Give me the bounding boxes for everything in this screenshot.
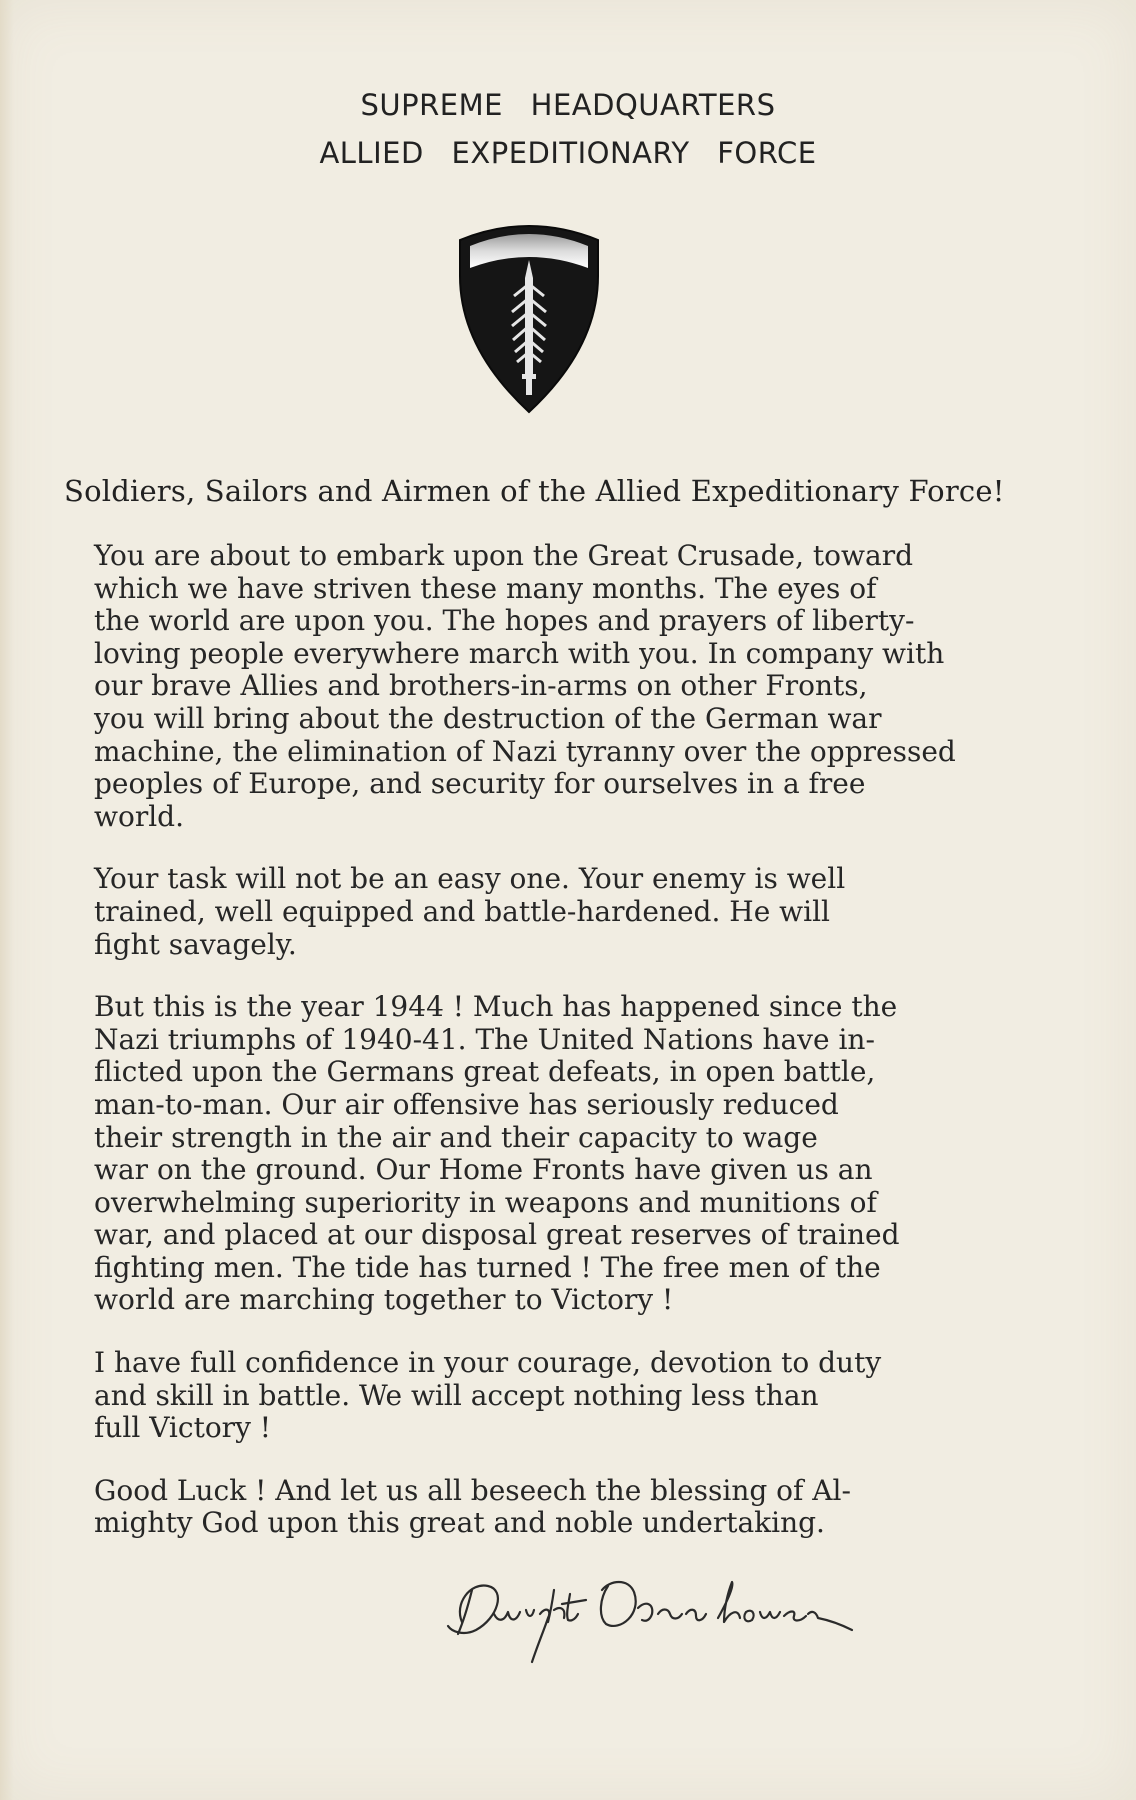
- text-line: You are about to embark upon the Great Crusade, toward: [94, 539, 913, 572]
- paragraph-1: [94, 540, 974, 833]
- text-line: machine, the elimination of Nazi tyranny over the oppressed: [94, 734, 956, 768]
- heading-line-1: SUPREME HEADQUARTERS: [360, 88, 776, 122]
- letter-body: [94, 540, 974, 1570]
- text-line: man-to-man. Our air offensive has seriously reduced: [94, 1087, 839, 1121]
- paragraph-3: [94, 991, 974, 1317]
- text-line: But this is the year 1944 ! Much has happened since the: [94, 990, 898, 1024]
- text-line: their strength in the air and their capacity to wage: [94, 1120, 818, 1154]
- text-line: which we have striven these many months. The eyes of: [94, 571, 877, 605]
- paragraph-2: [94, 863, 974, 961]
- text-line: loving people everywhere march with you. In company with: [94, 636, 945, 670]
- paragraph-5: [94, 1475, 974, 1540]
- text-line: flicted upon the Germans great defeats, in open battle,: [94, 1055, 876, 1089]
- text-line: Your task will not be an easy one. Your enemy is well: [94, 862, 846, 896]
- text-line: overwhelming superiority in weapons and munitions of: [94, 1185, 877, 1219]
- salutation: Soldiers, Sailors and Airmen of the Allied Expeditionary Force!: [64, 474, 1005, 508]
- text-line: the world are upon you. The hopes and prayers of liberty-: [94, 604, 915, 638]
- text-line: trained, well equipped and battle-hardened. He will: [94, 894, 830, 928]
- text-line: world are marching together to Victory !: [94, 1283, 674, 1317]
- page-edge-shadow: [0, 0, 14, 1800]
- text-line: Nazi triumphs of 1940-41. The United Nations have in-: [94, 1022, 875, 1056]
- text-line: peoples of Europe, and security for ourselves in a free: [94, 767, 866, 801]
- text-line: mighty God upon this great and noble undertaking.: [94, 1506, 825, 1540]
- text-line: Good Luck ! And let us all beseech the blessing of Al-: [94, 1473, 851, 1507]
- text-line: I have full confidence in your courage, devotion to duty: [94, 1346, 882, 1380]
- text-line: war, and placed at our disposal great reserves of trained: [94, 1218, 900, 1252]
- text-line: fight savagely.: [94, 927, 297, 961]
- text-line: fighting men. The tide has turned ! The free men of the: [94, 1250, 881, 1284]
- text-line: war on the ground. Our Home Fronts have given us an: [94, 1153, 873, 1187]
- text-line: our brave Allies and brothers-in-arms on other Fronts,: [94, 669, 868, 703]
- shaef-shoulder-insignia-icon: [454, 218, 604, 414]
- text-line: and skill in battle. We will accept nothing less than: [94, 1378, 819, 1412]
- text-line: world.: [94, 799, 184, 833]
- text-line: you will bring about the destruction of the German war: [94, 701, 882, 735]
- text-line: full Victory !: [94, 1411, 272, 1445]
- paragraph-4: [94, 1347, 974, 1445]
- handwritten-signature-icon: [428, 1560, 868, 1670]
- heading-line-2: ALLIED EXPEDITIONARY FORCE: [319, 136, 817, 170]
